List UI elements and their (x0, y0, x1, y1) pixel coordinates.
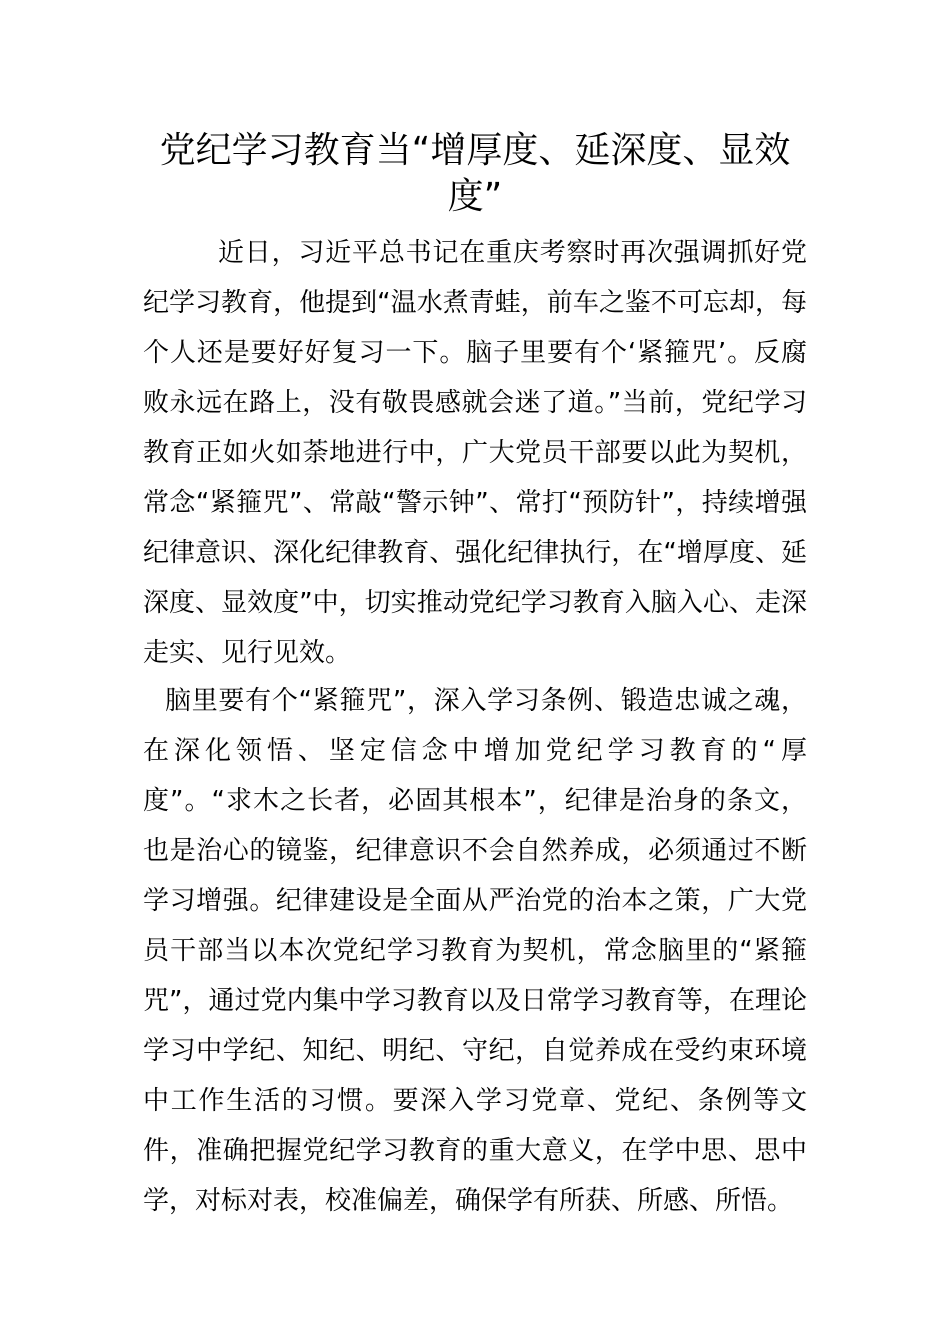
paragraph-1: 近日，习近平总书记在重庆考察时再次强调抓好党纪学习教育，他提到“温水煮青蛙，前车之鉴不可忘却，每个人还是要好好复习一下。脑子里要有个‘紧箍咒’。反腐败永远在路上，没有敬畏感就会迷了道。”当前，党纪学习教育正如火如荼地进行中，广大党员干部要以此为契机，常念“紧箍咒”、常敲“警示钟”、常打“预防针”，持续增强纪律意识、深化纪律教育、强化纪律执行，在“增厚度、延深度、显效度”中，切实推动党纪学习教育入脑入心、走深走实、见行见效。 (143, 238, 807, 668)
document-title: 党纪学习教育当“增厚度、延深度、显效度” (159, 130, 791, 217)
paragraph-2: 脑里要有个“紧箍咒”，深入学习条例、锻造忠诚之魂，在深化领悟、坚定信念中增加党纪学习教育的“厚度”。“求木之长者，必固其根本”，纪律是治身的条文，也是治心的镜鉴，纪律意识不会自然养成，必须通过不断学习增强。纪律建设是全面从严治党的治本之策，广大党员干部当以本次党纪学习教育为契机，常念脑里的“紧箍咒”，通过党内集中学习教育以及日常学习教育等，在理论学习中学纪、知纪、明纪、守纪，自觉养成在受约束环境中工作生活的习惯。要深入学习党章、党纪、条例等文件，准确把握党纪学习教育的重大意义，在学中思、思中学，对标对表，校准偏差，确保学有所获、所感、所悟。 (143, 686, 807, 1216)
